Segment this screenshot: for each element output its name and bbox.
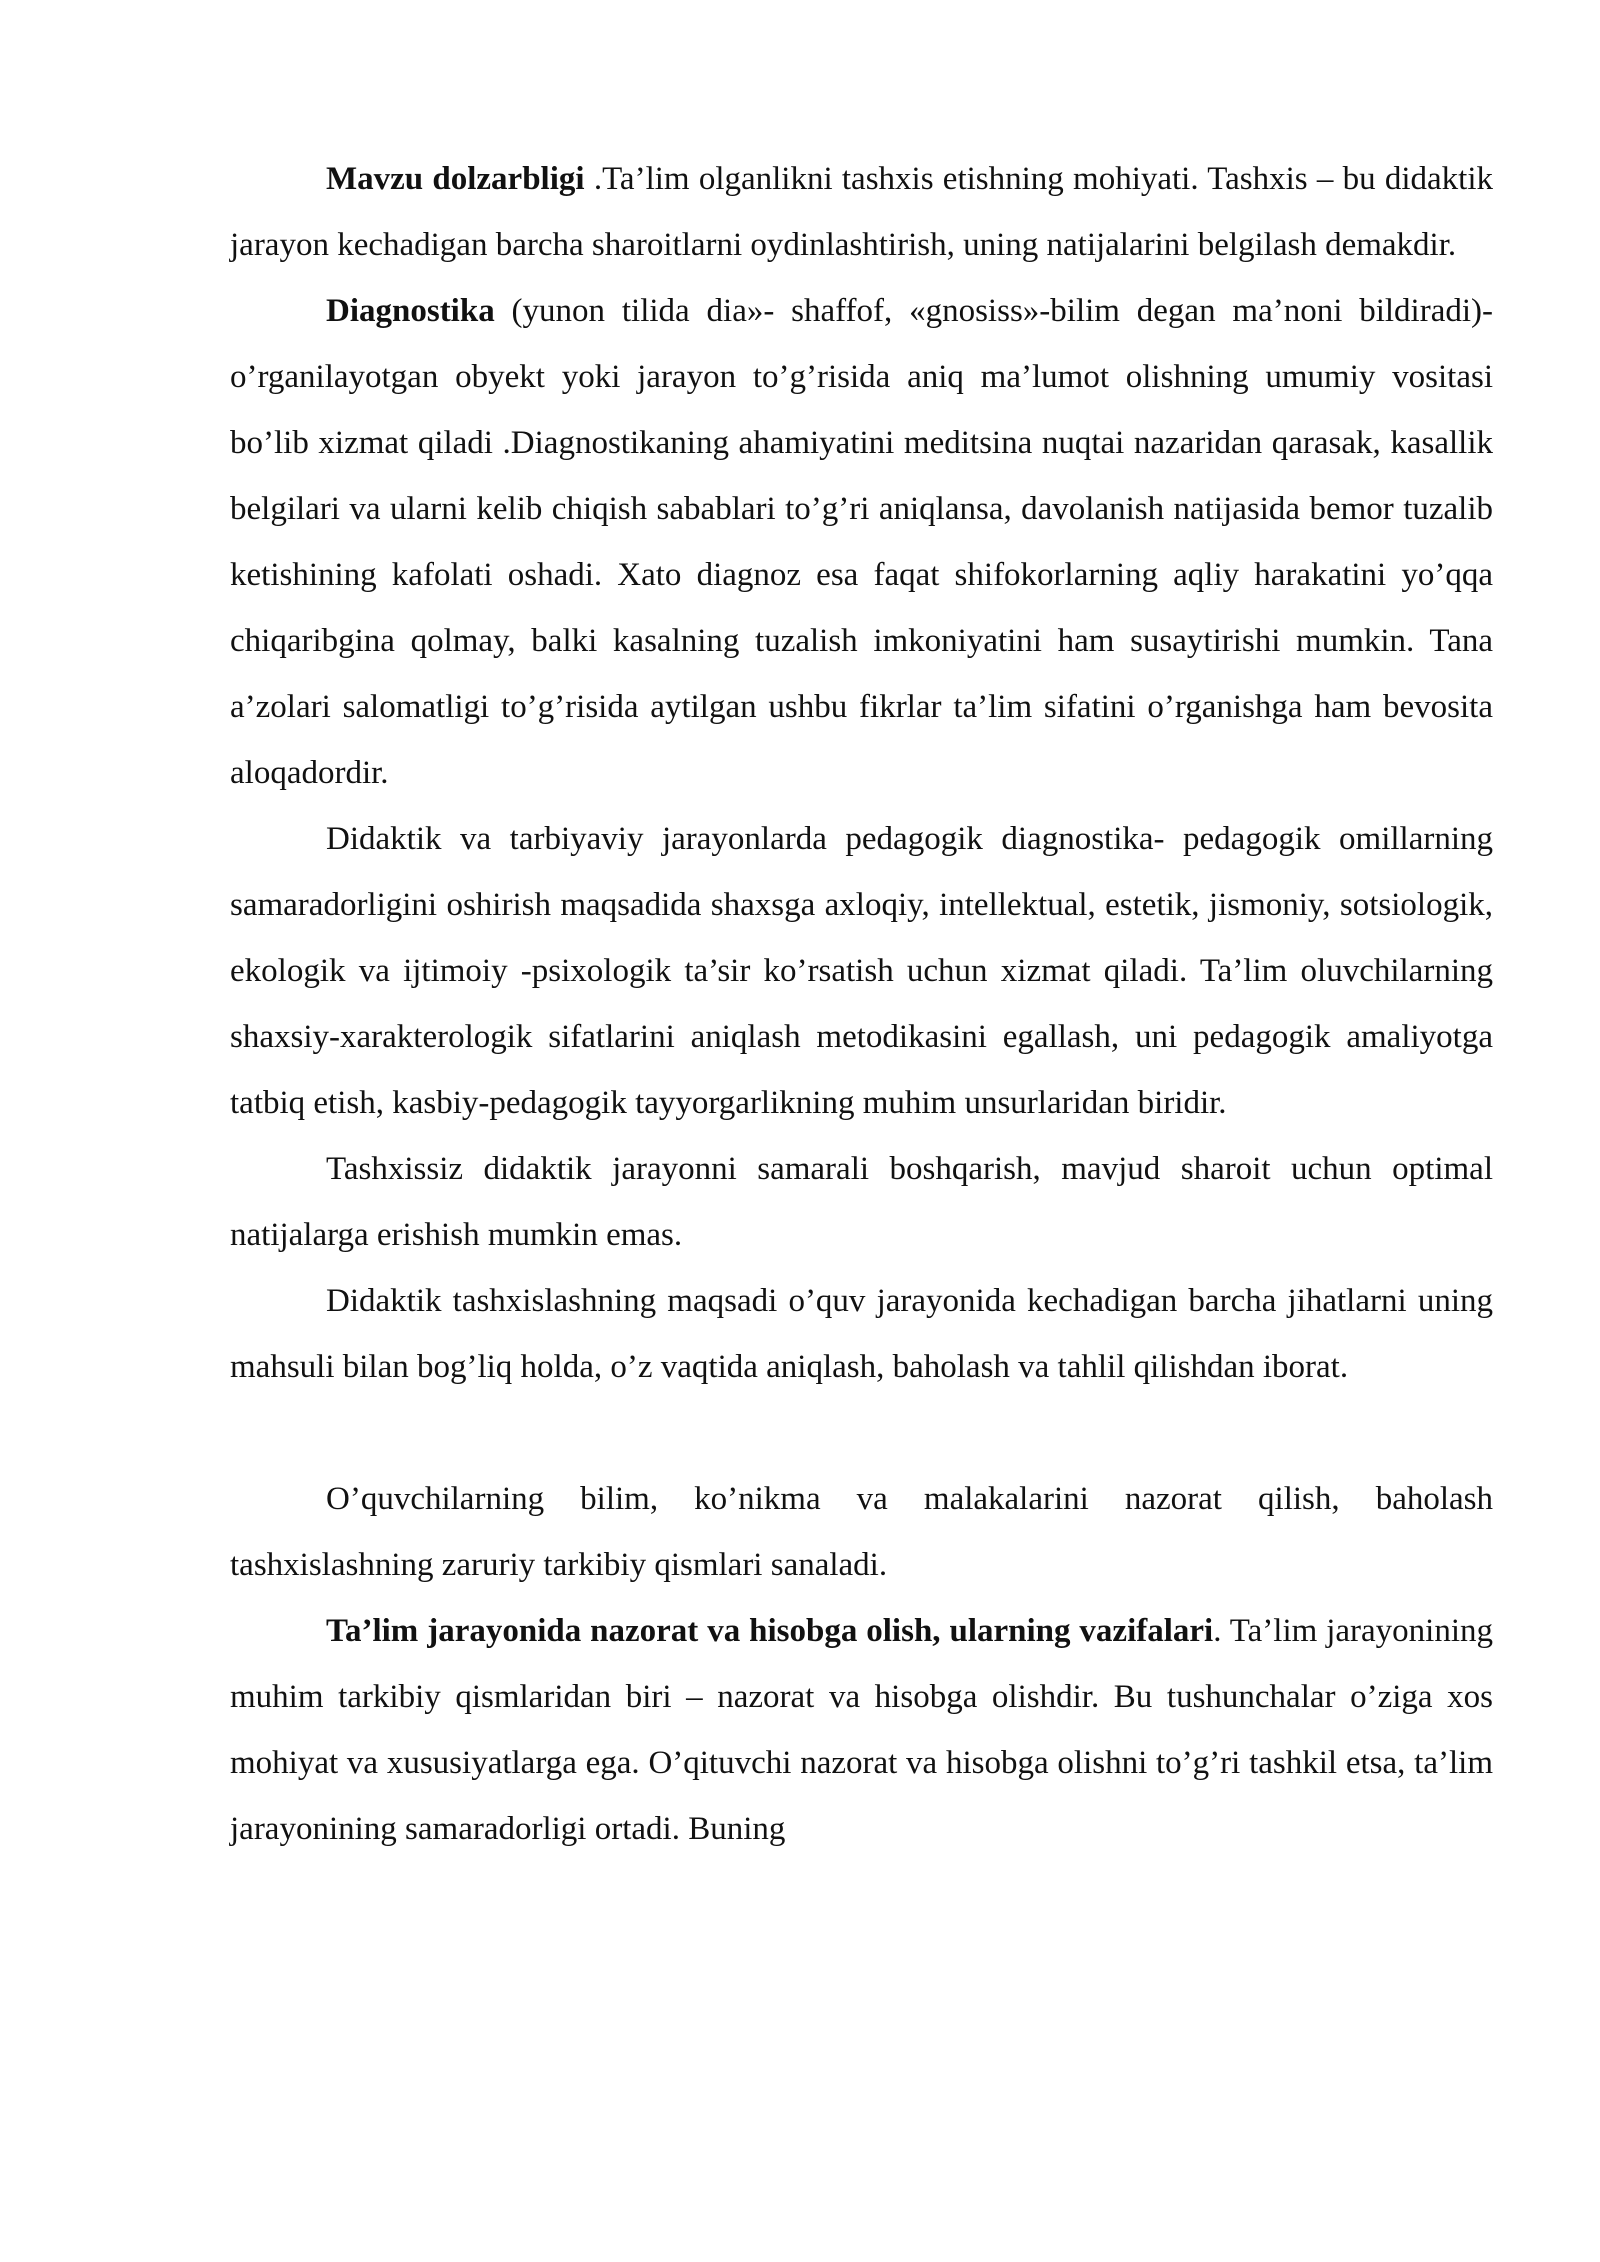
paragraph-mavzu-dolzarbligi [230, 146, 1493, 278]
blank-line [230, 1400, 1493, 1466]
paragraph-heading: Diagnostika [326, 293, 495, 329]
document-page [230, 146, 1493, 1862]
paragraph-heading: Ta’lim jarayonida nazorat va hisobga olish, ularning vazifalari [326, 1613, 1214, 1649]
paragraph-text: .Ta’lim olganlikni tashxis etishning mohiyati. Tashxis – bu didaktik jarayon kechadigan barcha sharoitlarni oydinlashtirish, uning natijalarini belgilash demakdir. [230, 161, 1493, 263]
paragraph-text: O’quvchilarning bilim, ko’nikma va malakalarini nazorat qilish, baholash tashxislashning zaruriy tarkibiy qismlari sanaladi. [230, 1481, 1493, 1583]
paragraph-text: . Ta’lim jarayonining muhim tarkibiy qismlaridan biri – nazorat va hisobga olishdir. Bu tushunchalar o’ziga xos mohiyat va xususiyatlarga ega. O’qituvchi nazorat va hisobga olishni to’g’ri tashkil etsa, ta’lim jarayonining samaradorligi ortadi. Buning [230, 1613, 1493, 1847]
paragraph-nazorat-hisobga-olish [230, 1598, 1493, 1862]
paragraph-tashxissiz [230, 1136, 1493, 1268]
paragraph-text: Didaktik tashxislashning maqsadi o’quv jarayonida kechadigan barcha jihatlarni uning mahsuli bilan bog’liq holda, o’z vaqtida aniqlash, baholash va tahlil qilishdan iborat. [230, 1283, 1493, 1385]
paragraph-didaktik-tashxislash [230, 1268, 1493, 1400]
paragraph-text: Tashxissiz didaktik jarayonni samarali boshqarish, mavjud sharoit uchun optimal natijalarga erishish mumkin emas. [230, 1151, 1493, 1253]
paragraph-pedagogik-diagnostika [230, 806, 1493, 1136]
paragraph-heading: Mavzu dolzarbligi [326, 161, 585, 197]
paragraph-text: (yunon tilida dia»- shaffof, «gnosiss»-bilim degan ma’noni bildiradi)-o’rganilayotgan obyekt yoki jarayon to’g’risida aniq ma’lumot olishning umumiy vositasi bo’lib xizmat qiladi .Diagnostikaning ahamiyatini meditsina nuqtai nazaridan qarasak, kasallik belgilari va ularni kelib chiqish sabablari to’g’ri aniqlansa, davolanish natijasida bemor tuzalib ketishining kafolati oshadi. Xato diagnoz esa faqat shifokorlarning aqliy harakatini yo’qqa chiqaribgina qolmay, balki kasalning tuzalish imkoniyatini ham susaytirishi mumkin. Tana a’zolari salomatligi to’g’risida aytilgan ushbu fikrlar ta’lim sifatini o’rganishga ham bevosita aloqadordir. [230, 293, 1493, 791]
paragraph-diagnostika [230, 278, 1493, 806]
paragraph-text: Didaktik va tarbiyaviy jarayonlarda pedagogik diagnostika- pedagogik omillarning samaradorligini oshirish maqsadida shaxsga axloqiy, intellektual, estetik, jismoniy, sotsiologik, ekologik va ijtimoiy -psixologik ta’sir ko’rsatish uchun xizmat qiladi. Ta’lim oluvchilarning shaxsiy-xarakterologik sifatlarini aniqlash metodikasini egallash, uni pedagogik amaliyotga tatbiq etish, kasbiy-pedagogik tayyorgarlikning muhim unsurlaridan biridir. [230, 821, 1493, 1121]
paragraph-nazorat-baholash [230, 1466, 1493, 1598]
